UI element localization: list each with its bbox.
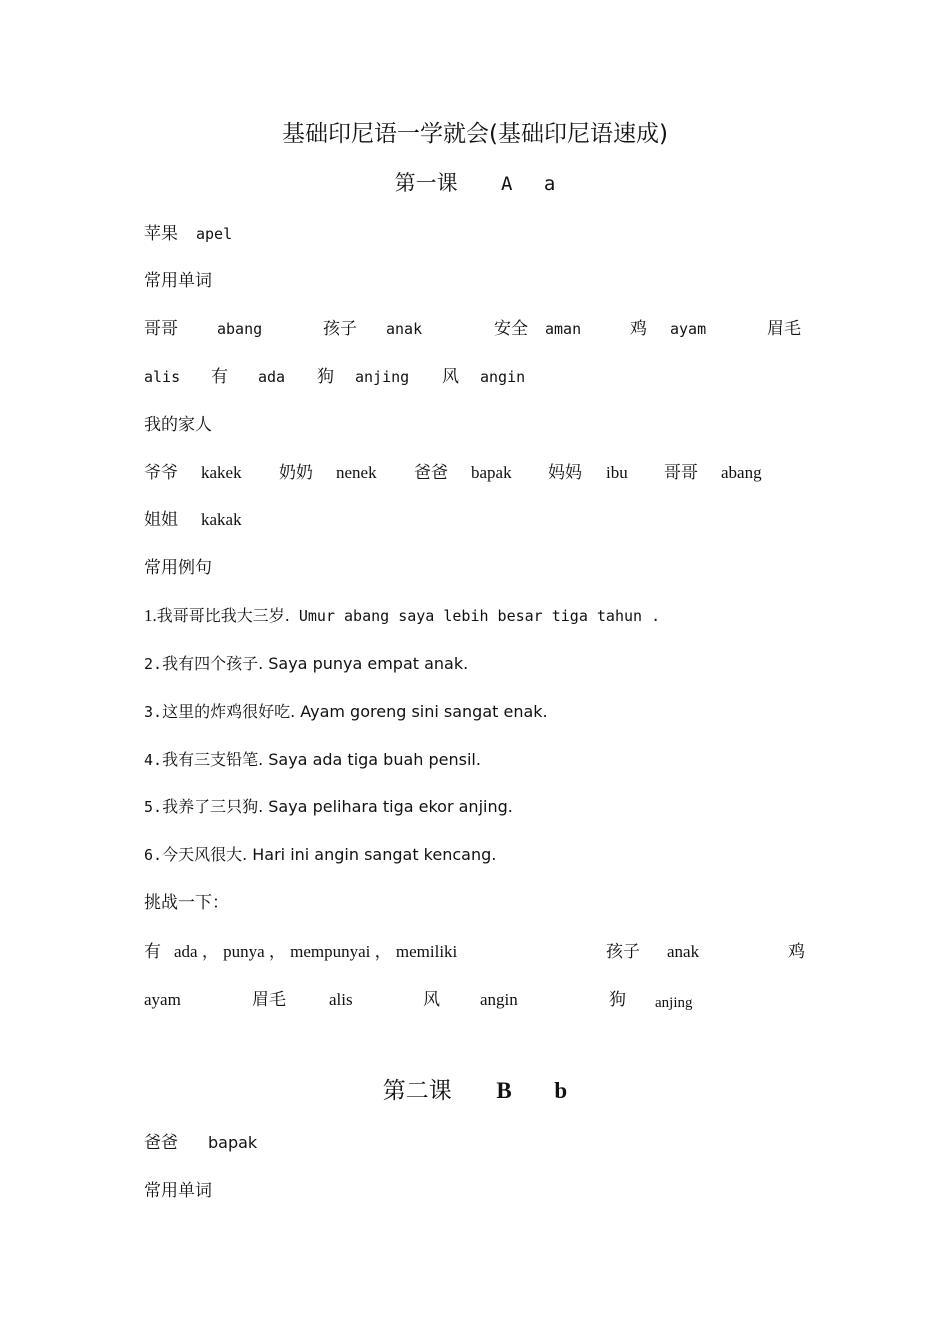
example-sentence <box>144 652 810 676</box>
vocab-line-2 <box>144 365 810 389</box>
challenge-heading: 挑战一下： <box>144 893 229 913</box>
family-line-1 <box>144 461 810 485</box>
family-cn: 爸爸 <box>414 463 448 483</box>
sentence-id: Hari ini angin sangat kencang. <box>247 845 497 864</box>
vocab-heading: 常用单词 <box>144 271 212 291</box>
challenge-cn: 孩子 <box>606 942 640 962</box>
example-sentence <box>144 748 810 772</box>
example-sentence <box>144 700 810 724</box>
family-cn: 姐姐 <box>144 510 178 530</box>
example-sentence <box>144 843 810 867</box>
vocab-id: abang <box>217 320 263 338</box>
family-line-2 <box>144 508 810 532</box>
sentence-id: Ayam goreng sini sangat enak. <box>295 702 548 721</box>
family-id: abang <box>721 463 762 482</box>
sentence-number: 3. <box>144 703 163 721</box>
challenge-id: ayam <box>144 990 181 1009</box>
sentence-number: 5. <box>144 798 163 816</box>
family-cn: 妈妈 <box>548 463 582 483</box>
lesson-2-letter-lower: b <box>554 1078 568 1103</box>
family-id: bapak <box>471 463 512 482</box>
family-id: ibu <box>606 463 628 482</box>
vocab-cn: 安全 <box>494 319 528 339</box>
lesson-1-label: 第一课 <box>394 171 458 195</box>
challenge-id: anjing <box>655 995 693 1011</box>
challenge-cn: 风 <box>423 990 440 1010</box>
intro-word-id: bapak <box>208 1133 258 1152</box>
sentence-cn: 这里的炸鸡很好吃. <box>162 702 296 721</box>
sentence-number: 6. <box>144 846 163 864</box>
sentence-number: 2. <box>144 655 163 673</box>
challenge-line-1 <box>144 940 810 964</box>
vocab-cn: 有 <box>211 367 228 387</box>
example-sentence <box>144 604 810 628</box>
vocab-cn: 狗 <box>317 367 334 387</box>
vocab-id: ayam <box>670 320 707 338</box>
sentence-id: Umur abang saya lebih besar tiga tahun . <box>289 607 661 625</box>
challenge-cn: 鸡 <box>788 942 805 962</box>
vocab-id: alis <box>144 368 181 386</box>
lesson-2-label: 第二课 <box>382 1078 452 1104</box>
lesson-1-heading <box>0 168 950 198</box>
lesson-2-intro <box>144 1131 810 1155</box>
vocab-id: aman <box>545 320 582 338</box>
sentence-number: 4. <box>144 751 163 769</box>
example-sentence <box>144 795 810 819</box>
vocab-line-1 <box>144 317 810 341</box>
lesson-2-heading <box>0 1074 950 1108</box>
sentence-id: Saya ada tiga buah pensil. <box>263 750 481 769</box>
family-heading: 我的家人 <box>144 415 212 435</box>
family-cn: 奶奶 <box>279 463 313 483</box>
sentence-cn: 我哥哥比我大三岁. <box>156 606 290 625</box>
family-id: nenek <box>336 463 377 482</box>
vocab-id: ada <box>258 368 286 386</box>
vocab-cn: 鸡 <box>630 319 647 339</box>
lesson-1-letter-upper: A <box>501 173 513 195</box>
family-cn: 哥哥 <box>664 463 698 483</box>
vocab-id: angin <box>480 368 526 386</box>
sentence-cn: 今天风很大. <box>162 845 248 864</box>
challenge-cn: 有 <box>144 942 161 962</box>
sentence-id: Saya pelihara tiga ekor anjing. <box>263 797 513 816</box>
vocab-id: anjing <box>355 368 410 386</box>
challenge-line-2 <box>144 988 810 1012</box>
vocab-cn: 哥哥 <box>144 319 178 339</box>
document-title: 基础印尼语一学就会(基础印尼语速成) <box>282 121 668 147</box>
challenge-id: alis <box>329 990 353 1009</box>
sentence-cn: 我有三支铅笔. <box>162 750 264 769</box>
sentences-heading: 常用例句 <box>144 558 212 578</box>
sentence-id: Saya punya empat anak. <box>263 654 469 673</box>
vocab-cn: 眉毛 <box>767 319 801 339</box>
sentence-cn: 我养了三只狗. <box>162 797 264 816</box>
intro-word-id: apel <box>196 225 233 243</box>
sentence-cn: 我有四个孩子. <box>162 654 264 673</box>
challenge-words: ada ， punya ， mempunyai ， memiliki <box>174 942 458 961</box>
challenge-id: angin <box>480 990 518 1009</box>
family-cn: 爷爷 <box>144 463 178 483</box>
lesson-1-letter-lower: a <box>543 173 556 195</box>
vocab-cn: 孩子 <box>323 319 357 339</box>
challenge-id: anak <box>667 942 700 961</box>
family-id: kakak <box>201 510 242 529</box>
vocab-id: anak <box>386 320 423 338</box>
challenge-cn: 眉毛 <box>252 990 286 1010</box>
lesson-2-vocab-heading: 常用单词 <box>144 1181 212 1201</box>
sentence-number: 1. <box>144 606 157 625</box>
family-id: kakek <box>201 463 242 482</box>
vocab-cn: 风 <box>442 367 459 387</box>
intro-word-cn: 苹果 <box>144 224 178 244</box>
lesson-2-letter-upper: B <box>496 1078 512 1103</box>
intro-word-cn: 爸爸 <box>144 1133 178 1153</box>
challenge-cn: 狗 <box>609 990 626 1010</box>
lesson-1-intro <box>144 222 810 246</box>
